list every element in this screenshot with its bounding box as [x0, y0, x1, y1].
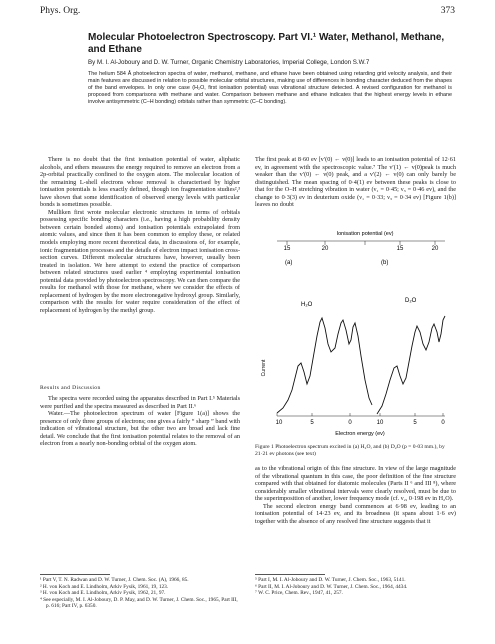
body-left-bottom: [40, 395, 240, 448]
paragraph: Water.—The photoelectron spectrum of water [Figure 1(a)] shows the presence of only three groups of electrons; one gives a fairly “ sharp ” band with indication of vibrational structure, but the other two are broad and lack fine detail. We conclude that the first ionisation potential relates to the removal of an electron from a nearly non-bonding orbital of the oxygen atom.: [40, 410, 240, 448]
author-line: By M. I. Al-Joboury and D. W. Turner, Organic Chemistry Laboratories, Imperial College, London S.W.7: [88, 59, 370, 66]
footnote: ⁵ Part I, M. I. Al-Joboury and D. W. Turner, J. Chem. Soc., 1963, 5141.: [255, 577, 406, 583]
top-tick-label: 15: [396, 246, 404, 252]
footnote: ¹ Part V, T. N. Radwan and D. W. Turner, J. Chem. Soc. (A), 1966, 85.: [40, 577, 189, 583]
bottom-axis-label: Electron energy (ev): [335, 431, 385, 437]
paragraph: The second electron energy band commences at 6·98 ev, leading to an ionisation potential of 14·23 ev, and its broadness (it spans about 1·6 ev) together with the absence of any resolved fine structure suggests that it: [255, 502, 456, 525]
top-tick-label: 15: [283, 246, 291, 252]
bottom-tick-label: 10: [376, 420, 384, 426]
panel-a-label: (a): [285, 260, 293, 266]
footnote: ⁶ Part II, M. I. Al-Joboury and D. W. Turner, J. Chem. Soc., 1964, 4434.: [255, 583, 408, 590]
top-tick-label: 20: [431, 246, 439, 252]
bottom-tick-label: 10: [275, 420, 283, 426]
footnote-rule: [40, 574, 110, 575]
bottom-tick-label: 0: [441, 420, 445, 426]
footnote: ⁴ See especially, M. I. Al-Joboury, D. P. May, and D. W. Turner, J. Chem. Soc., 1965, Part III, p. 616; Part IV, p. 6350.: [40, 596, 238, 610]
bottom-tick-label: 5: [310, 420, 314, 426]
journal-name: Phys. Org.: [40, 6, 81, 16]
y-axis-label: Current: [261, 359, 267, 377]
abstract: The helium 584 Å photoelectron spectra of water, methanol, methane, and ethane have been obtained using retarding grid velocity analysis, and their main features are discussed in relation to possible molecular orbital structures, making use of differences in bonding character deduced from the shapes of the band envelopes. In only one case (H₂O, first ionisation potential) was vibrational structure detected. A revised configuration for methanol is proposed from comparisons with methane and water. Comparison between methane and ethane indicates that the highest energy levels in ethane involve antisymmetric (C–H bonding) orbitals rather than symmetric (C–C bonding).: [88, 71, 452, 106]
paragraph: The first peak at 8·60 ev [v′(0) ← v(0)] leads to an ionisation potential of 12·61 ev, in agreement with the spectroscopic value.⁷ The v′(1) ← v(0)peak is much weaker than the v′(0) ← v(0) peak, and a v′(2) ← v(0) can only barely be distinguished. The mean spacing of 0·4(1) ev between these peaks is close to that for the O–H stretching vibration in water (ν₁ = 0·45; ν₃ = 0·46 ev), and the change to 0·3(3) ev in deuterium oxide (ν₁ = 0·33; ν₃ = 0·34 ev) [Figure 1(b)] leaves no doubt: [255, 156, 456, 209]
panel-b-label: (b): [381, 260, 389, 266]
footnote: ⁷ W. C. Price, Chem. Rev., 1947, 41, 257.: [255, 590, 343, 597]
body-right-bottom: [255, 465, 456, 525]
article-title: Molecular Photoelectron Spectroscopy. Part VI.¹ Water, Methanol, Methane, and Ethane: [88, 32, 445, 55]
body-left-column: [40, 156, 240, 314]
top-tick-label: 20: [321, 246, 329, 252]
top-axis-label: Ionisation potential (ev): [336, 231, 394, 237]
spectrum-curve-h2o: [277, 318, 372, 413]
running-header: [40, 6, 455, 20]
page-number: 373: [440, 6, 455, 16]
paragraph: There is no doubt that the first ionisation potential of water, aliphatic alcohols, and ethers measures the energy required to remove an electron from a 2p-orbital practically confined to the oxygen atom. The molecular location of the remaining L-shell electrons whose removal is characterised by higher ionisation potentials is less exactly defined, though ion fragmentation studies²,³ have shown that some identification of observed energy levels with particular bonds is sometimes possible.: [40, 156, 240, 209]
paragraph: as to the vibrational origin of this fine structure. In view of the large magnitude of the vibrational quantum in this case, the poor definition of the fine structure compared with that obtained for diatomic molecules (Parts II ⁶ and III ⁸), where considerably smaller vibrational intervals were clearly resolved, must be due to the superimposition of another, lower frequency mode (cf. ν₂, 0·198 ev in H₂O).: [255, 465, 456, 503]
section-heading: Results and Discussion: [40, 385, 101, 391]
footnotes-right: [255, 577, 456, 597]
figure-caption: Figure 1 Photoelectron spectrum excited in (a) H₂O, and (b) D₂O (p = 0·03 mm.), by 21·21 ev photons (see text): [255, 444, 445, 458]
body-right-column: [255, 156, 456, 209]
footnote: ² H. von Koch and E. Lindholm, Arkiv Fysik, 1961, 19, 123.: [40, 583, 169, 590]
spectrum-curve-d2o: [377, 316, 445, 414]
panel-a-species: H₂O: [301, 302, 313, 308]
paragraph: Mulliken first wrote molecular electronic structures in terms of orbitals possessing specific bonding characters (i.e., having a high probability density between certain bonded atoms) and ionisation potentials extrapolated from atomic values, and since then it has been common to employ these, or related models employing more recent theoretical data, in discussions of, for example, ionic fragmentation processes and the details of electron impact ionisation cross-section curves. Different molecular structures have, however, usually been treated in isolation. We here attempt to extend the practice of comparison between related structures used earlier ⁴ employing experimental ionisation potential data provided by photoelectron spectroscopy. We can then compare the results for methanol with those for methane, where we consider the effects of replacement of hydrogen by the more electronegative hydroxyl group. Similarly, comparison with the results for water require consideration of the effect of replacement of hydrogen by the methyl group.: [40, 208, 241, 314]
bottom-tick-label: 5: [413, 420, 417, 426]
footnote: ³ H. von Koch and E. Lindholm, Arkiv Fysik, 1962, 21, 97.: [40, 590, 166, 597]
paragraph: The spectra were recorded using the apparatus described in Part I.⁵ Materials were purified and the spectra measured as described in Part II.⁶: [40, 395, 240, 410]
footnote-rule: [255, 574, 325, 575]
panel-b-species: D₂O: [405, 298, 417, 304]
figure-1-spectrum: [255, 228, 455, 442]
footnotes-left: [40, 577, 240, 610]
bottom-tick-label: 0: [348, 420, 352, 426]
